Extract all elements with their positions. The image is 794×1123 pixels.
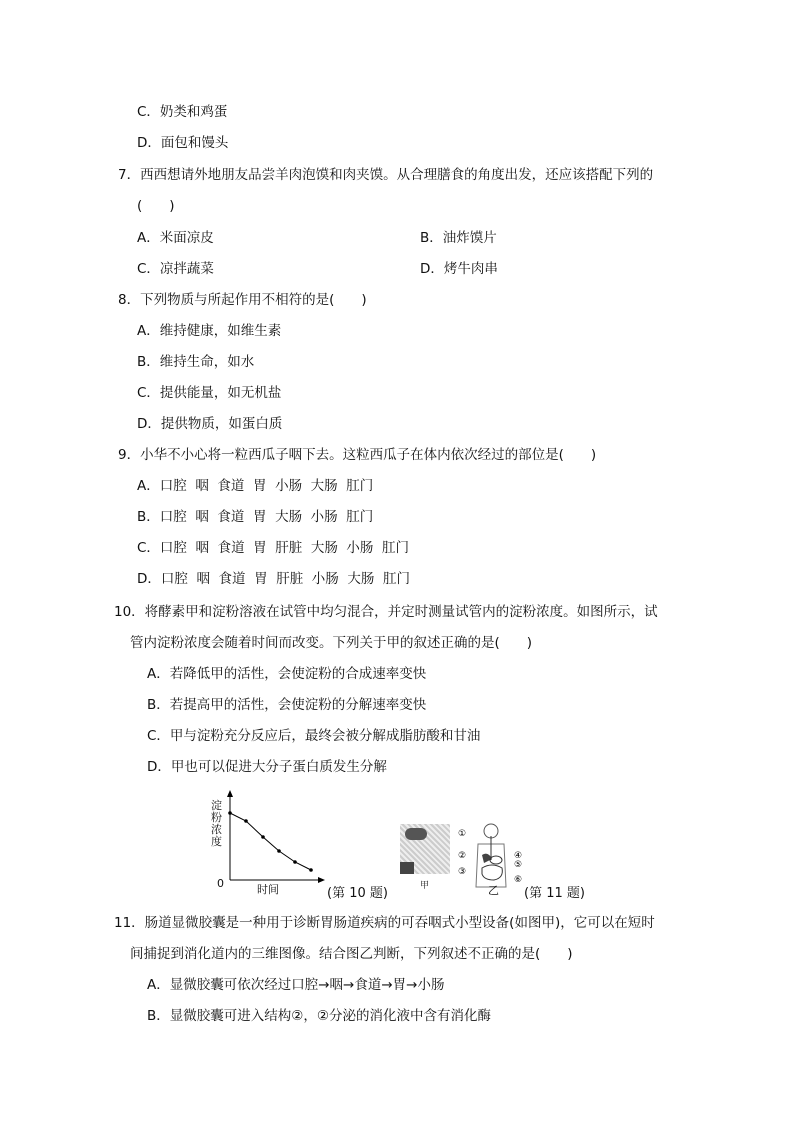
q9-option-c: C．口腔 咽 食道 胃 肝脏 大肠 小肠 肛门 bbox=[137, 540, 410, 556]
q8-option-b: B．维持生命，如水 bbox=[137, 354, 255, 370]
q7-blank: ( ) bbox=[137, 198, 175, 214]
q9-stem: 9．小华不小心将一粒西瓜子咽下去。这粒西瓜子在体内依次经过的部位是( ) bbox=[118, 447, 597, 463]
capsule-photo bbox=[400, 824, 450, 874]
q6-option-c: C．奶类和鸡蛋 bbox=[137, 104, 228, 120]
x-axis-label: 时间 bbox=[257, 883, 279, 896]
svg-text:②: ② bbox=[458, 851, 467, 861]
q7-option-d: D．烤牛肉串 bbox=[420, 261, 498, 277]
q10-stem-line1: 10．将酵素甲和淀粉溶液在试管中均匀混合，并定时测量试管内的淀粉浓度。如图所示，试 bbox=[114, 604, 658, 620]
figure-11-caption: (第 11 题) bbox=[524, 886, 585, 901]
label-yi: 乙 bbox=[488, 884, 499, 897]
q7-option-a: A．米面凉皮 bbox=[137, 230, 214, 246]
q11-option-b: B．显微胶囊可进入结构②，②分泌的消化液中含有消化酶 bbox=[147, 1008, 491, 1024]
svg-text:⑥: ⑥ bbox=[514, 875, 523, 885]
q10-option-a: A．若降低甲的活性，会使淀粉的合成速率变快 bbox=[147, 666, 427, 682]
q10-option-b: B．若提高甲的活性，会使淀粉的分解速率变快 bbox=[147, 697, 427, 713]
q7-stem: 7．西西想请外地朋友品尝羊肉泡馍和肉夹馍。从合理膳食的角度出发，还应该搭配下列的 bbox=[118, 167, 654, 183]
q10-stem-line2: 管内淀粉浓度会随着时间而改变。下列关于甲的叙述正确的是( ) bbox=[130, 635, 533, 651]
origin-label: 0 bbox=[217, 877, 224, 890]
q11-stem-line1: 11．肠道显微胶囊是一种用于诊断胃肠道疾病的可吞咽式小型设备(如图甲)，它可以在短时 bbox=[114, 915, 655, 931]
svg-text:④: ④ bbox=[514, 851, 523, 861]
q6-option-d: D．面包和馒头 bbox=[137, 135, 229, 151]
q8-option-c: C．提供能量，如无机盐 bbox=[137, 385, 282, 401]
svg-text:①: ① bbox=[458, 829, 467, 839]
q8-stem: 8．下列物质与所起作用不相符的是( ) bbox=[118, 292, 367, 308]
q9-option-b: B．口腔 咽 食道 胃 大肠 小肠 肛门 bbox=[137, 509, 374, 525]
figure-11 bbox=[400, 822, 590, 901]
q9-option-d: D．口腔 咽 食道 胃 肝脏 小肠 大肠 肛门 bbox=[137, 571, 410, 587]
y-axis-label: 淀粉浓度 bbox=[211, 799, 222, 848]
q7-option-b: B．油炸馍片 bbox=[420, 230, 497, 246]
q7-option-c: C．凉拌蔬菜 bbox=[137, 261, 214, 277]
label-jia: 甲 bbox=[420, 881, 430, 891]
q8-option-d: D．提供物质，如蛋白质 bbox=[137, 416, 283, 432]
q10-option-c: C．甲与淀粉充分反应后，最终会被分解成脂肪酸和甘油 bbox=[147, 728, 481, 744]
svg-text:③: ③ bbox=[458, 867, 467, 877]
figure-10-graph bbox=[205, 790, 405, 901]
figure-10-caption: (第 10 题) bbox=[327, 886, 388, 901]
q8-option-a: A．维持健康，如维生素 bbox=[137, 323, 282, 339]
svg-text:⑤: ⑤ bbox=[514, 860, 523, 870]
starch-concentration-curve bbox=[205, 790, 405, 895]
q9-option-a: A．口腔 咽 食道 胃 小肠 大肠 肛门 bbox=[137, 478, 374, 494]
q11-stem-line2: 间捕捉到消化道内的三维图像。结合图乙判断，下列叙述不正确的是( ) bbox=[130, 946, 573, 962]
q11-option-a: A．显微胶囊可依次经过口腔→咽→食道→胃→小肠 bbox=[147, 977, 445, 993]
q10-option-d: D．甲也可以促进大分子蛋白质发生分解 bbox=[147, 759, 387, 775]
